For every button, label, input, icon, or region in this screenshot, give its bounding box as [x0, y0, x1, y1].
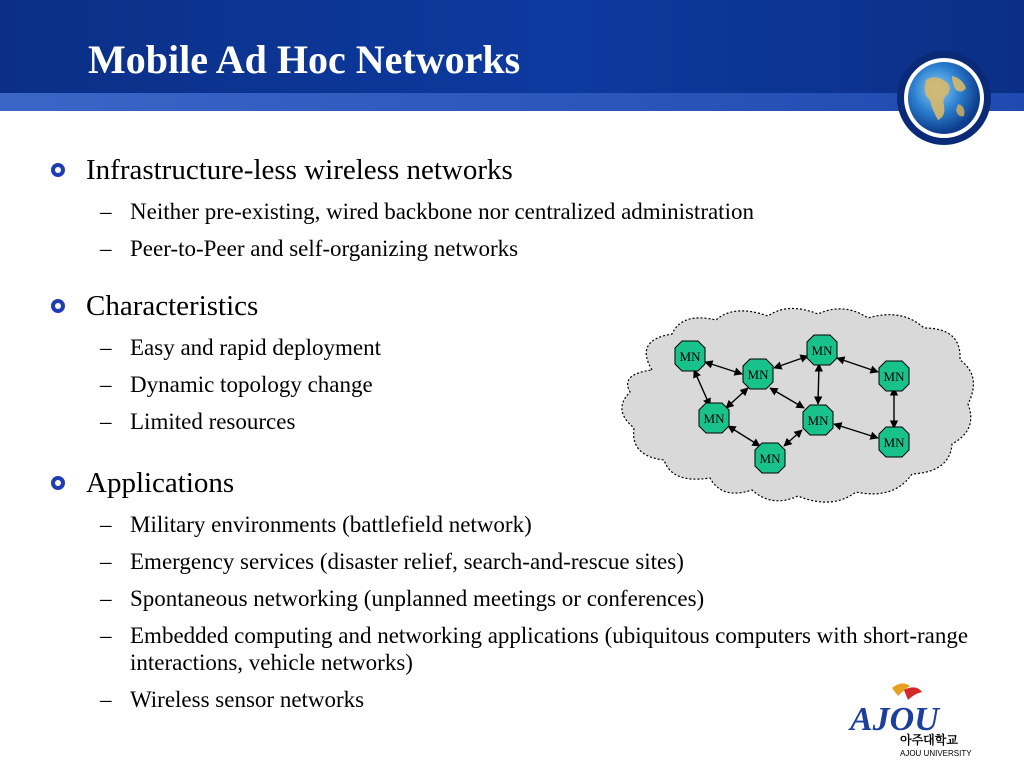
sub-bullet [48, 198, 988, 225]
mobile-node [803, 405, 833, 435]
mobile-node [675, 341, 705, 371]
sub-bullet [48, 585, 988, 612]
logo-korean-name: 아주대학교 [900, 733, 958, 747]
bullet-icon [51, 299, 65, 313]
mobile-node-label: MN [747, 367, 769, 382]
bullet-heading-text: Infrastructure-less wireless networks [86, 154, 513, 186]
sub-bullet [48, 548, 988, 575]
sub-bullet-text: Limited resources [130, 409, 296, 434]
manet-diagram [612, 300, 984, 508]
sub-bullet-text: Embedded computing and networking applications (ubiquitous computers with short-range interactions, vehicle networks) [130, 623, 969, 675]
mobile-node-label: MN [811, 343, 833, 358]
dash-marker: – [100, 409, 112, 434]
mobile-node [755, 443, 785, 473]
sub-bullet-text: Emergency services (disaster relief, search-and-rescue sites) [130, 549, 684, 574]
cloud-shape [622, 308, 974, 502]
mobile-node [807, 335, 837, 365]
title-underline-band [0, 93, 1024, 111]
mobile-node [879, 427, 909, 457]
sub-bullet [48, 622, 988, 676]
mobile-node-label: MN [883, 369, 905, 384]
bullet-heading-text: Characteristics [86, 290, 259, 322]
slide-title: Mobile Ad Hoc Networks [88, 37, 521, 82]
dash-marker: – [100, 623, 112, 648]
logo-english-name: AJOU UNIVERSITY [900, 749, 972, 758]
dash-marker: – [100, 586, 112, 611]
mobile-node-label: MN [759, 451, 781, 466]
sub-bullet-text: Peer-to-Peer and self-organizing networks [130, 236, 519, 261]
mobile-node [699, 403, 729, 433]
dash-marker: – [100, 687, 112, 712]
mobile-node-label: MN [679, 349, 701, 364]
dash-marker: – [100, 236, 112, 261]
dash-marker: – [100, 372, 112, 397]
sub-bullet-text: Neither pre-existing, wired backbone nor centralized administration [130, 199, 754, 224]
mobile-node-label: MN [703, 411, 725, 426]
sub-bullet [48, 511, 988, 538]
section-infrastructure [48, 152, 988, 262]
bullet-heading [48, 152, 988, 188]
dash-marker: – [100, 335, 112, 360]
sub-bullet-text: Military environments (battlefield network) [130, 512, 532, 537]
sub-bullet-text: Spontaneous networking (unplanned meetings or conferences) [130, 586, 705, 611]
sub-bullet-text: Dynamic topology change [130, 372, 373, 397]
university-logo [846, 680, 976, 760]
sub-bullet [48, 235, 988, 262]
bullet-heading-text: Applications [86, 467, 235, 499]
globe-icon [896, 50, 992, 146]
bullet-icon [51, 476, 65, 490]
logo-wordmark: AJOU [850, 701, 939, 738]
sub-bullet-text: Wireless sensor networks [130, 687, 365, 712]
dash-marker: – [100, 199, 112, 224]
dash-marker: – [100, 512, 112, 537]
mobile-node-label: MN [807, 413, 829, 428]
dash-marker: – [100, 549, 112, 574]
mobile-node [879, 361, 909, 391]
mobile-node-label: MN [883, 435, 905, 450]
bullet-icon [51, 163, 65, 177]
sub-bullet-text: Easy and rapid deployment [130, 335, 382, 360]
mobile-node [743, 359, 773, 389]
